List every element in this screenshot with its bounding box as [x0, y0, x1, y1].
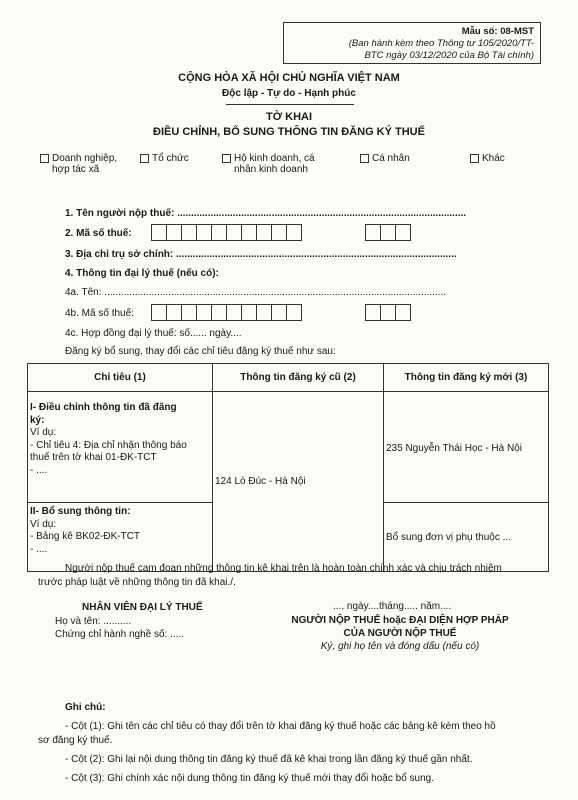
new-value-1: 235 Nguyễn Thái Học - Hà Nội [386, 442, 522, 454]
field-agent-name[interactable]: 4a. Tên: ........................................................................................................................... [65, 287, 447, 298]
motto: Độc lập - Tự do - Hạnh phúc [222, 88, 356, 99]
sign-date[interactable]: ..., ngày....tháng..... năm.... [333, 601, 452, 612]
type-household-business[interactable]: Hộ kinh doanh, cá nhân kinh doanh [222, 153, 315, 175]
field-tax-code-label: 2. Mã số thuế: [65, 228, 132, 239]
old-info-cell [213, 392, 384, 572]
note-col1-cont: sơ đăng ký thuế. [38, 735, 113, 746]
agent-tax-code-boxes[interactable] [152, 304, 302, 321]
note-col2: - Cột (2): Ghi lại nội dung thông tin đăng ký thuế đã kê khai trong lần đăng ký thuế gần nhất. [65, 754, 473, 765]
table-intro: Đăng ký bổ sung, thay đổi các chỉ tiêu đăng ký thuế như sau: [65, 346, 336, 357]
field-address[interactable]: 3. Địa chỉ trụ sở chính: ..................................................................................................... [65, 249, 457, 260]
form-number: Mẫu số: 08-MST [461, 26, 534, 37]
checkbox[interactable] [140, 154, 149, 163]
section1-cell: I- Điều chỉnh thông tin đã đăng ký: Ví dụ: - Chỉ tiêu 4: Địa chỉ nhận thông báo thuế trên tờ khai 01-ĐK-TCT - .... [28, 392, 213, 503]
agent-staff-title: NHÂN VIÊN ĐẠI LÝ THUẾ [82, 602, 203, 613]
type-other[interactable]: Khác [470, 153, 505, 164]
col-header-1: Chỉ tiêu (1) [28, 364, 213, 392]
country-name: CỘNG HÒA XÃ HỘI CHỦ NGHĨA VIỆT NAM [178, 72, 400, 84]
motto-divider [226, 104, 354, 105]
payer-sign-note: Ký, ghi họ tên và đóng dấu (nếu có) [320, 641, 480, 652]
new-info-cell-1 [384, 392, 549, 503]
field-agent-contract[interactable]: 4c. Hợp đồng đại lý thuế: số...... ngày.... [65, 328, 242, 339]
type-individual[interactable]: Cá nhân [360, 153, 410, 164]
old-value: 124 Lò Đúc - Hà Nội [215, 476, 306, 487]
agent-staff-cert[interactable]: Chứng chỉ hành nghề số: ..... [55, 629, 184, 640]
commitment-line1: Người nộp thuế cam đoan những thông tin kê khai trên là hoàn toàn chính xác và chịu trách nhiệm [65, 563, 502, 574]
type-enterprise[interactable]: Doanh nghiệp, hợp tác xã [40, 153, 117, 175]
field-agent-info: 4. Thông tin đại lý thuế (nếu có): [65, 268, 219, 279]
new-info-cell-2 [384, 503, 549, 572]
type-organization[interactable]: Tổ chức [140, 153, 189, 164]
payer-title-1: NGƯỜI NỘP THUẾ hoặc ĐẠI DIỆN HỢP PHÁP [291, 615, 509, 626]
checkbox[interactable] [222, 154, 231, 163]
registration-change-table [27, 363, 549, 572]
checkbox[interactable] [470, 154, 479, 163]
section1-title: I- Điều chỉnh thông tin đã đăng [30, 402, 177, 413]
tax-code-boxes[interactable] [152, 224, 302, 241]
section2-title: II- Bổ sung thông tin: [30, 506, 131, 517]
payer-title-2: CỦA NGƯỜI NỘP THUẾ [343, 628, 457, 639]
checkbox[interactable] [360, 154, 369, 163]
new-value-2: Bổ sung đơn vị phụ thuộc ... [386, 531, 511, 543]
agent-tax-code-suffix-boxes[interactable] [366, 304, 411, 321]
section1-item: - Chỉ tiêu 4: Địa chỉ nhận thông báo [30, 439, 187, 451]
col-header-2: Thông tin đăng ký cũ (2) [213, 364, 384, 392]
notes-title: Ghi chú: [65, 702, 106, 713]
agent-staff-name[interactable]: Họ và tên: .......... [55, 616, 132, 627]
doc-type: TỜ KHAI [265, 111, 313, 123]
form-issued-line1: (Ban hành kèm theo Thông tư 105/2020/TT- [348, 38, 534, 49]
checkbox[interactable] [40, 154, 49, 163]
form-issued-line2: BTC ngày 03/12/2020 của Bộ Tài chính) [364, 50, 534, 61]
form-number-box [283, 22, 541, 64]
field-taxpayer-name[interactable]: 1. Tên người nộp thuế: ........................................................................................................ [65, 208, 467, 219]
section2-item: - Bảng kê BK02-ĐK-TCT [30, 531, 141, 542]
note-col3: - Cột (3): Ghi chính xác nội dung thông tin đăng ký thuế mới thay đổi hoặc bổ sung. [65, 773, 434, 784]
section2-cell: II- Bổ sung thông tin: Ví dụ: - Bảng kê BK02-ĐK-TCT - .... [28, 503, 213, 572]
note-col1: - Cột (1): Ghi tên các chỉ tiêu có thay đổi trên tờ khai đăng ký thuế hoặc các bảng kê kèm theo hồ [65, 721, 496, 732]
field-agent-tax-code-label: 4b. Mã số thuế: [65, 308, 134, 319]
doc-title: ĐIỀU CHỈNH, BỔ SUNG THÔNG TIN ĐĂNG KÝ THUẾ [153, 126, 425, 138]
commitment-line2: trước pháp luật về những thông tin đã khai./. [38, 577, 236, 588]
col-header-3: Thông tin đăng ký mới (3) [384, 364, 549, 392]
tax-code-suffix-boxes[interactable] [366, 224, 411, 241]
